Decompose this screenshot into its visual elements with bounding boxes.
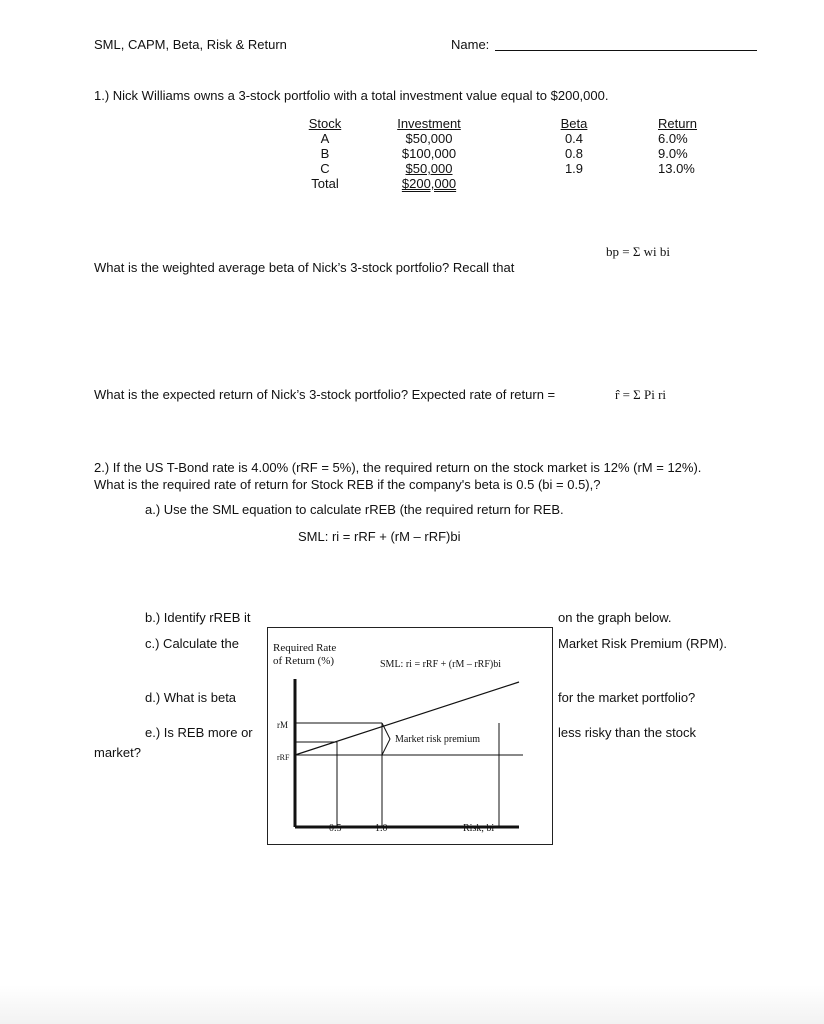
header-beta: Beta <box>560 116 588 131</box>
y-axis-label-line2: of Return (%) <box>273 655 335 667</box>
stock-cell: B <box>320 146 330 161</box>
x-tick-0.5: 0.5 <box>329 823 342 834</box>
q2d-right: for the market portfolio? <box>558 690 696 705</box>
return-formula: r̂ = Σ Pi ri <box>615 387 667 402</box>
return-cell: 6.0% <box>658 131 688 146</box>
market-risk-premium-label: Market risk premium <box>395 734 480 745</box>
beta-cell: 1.9 <box>564 161 584 176</box>
q2e-right: less risky than the stock <box>558 725 696 740</box>
y-axis-label-line1: Required Rate <box>273 642 337 654</box>
graph-sml-label: SML: ri = rRF + (rM – rRF)bi <box>380 659 502 670</box>
header-stock: Stock <box>308 116 342 131</box>
q2a-text: a.) Use the SML equation to calculate rREB (the required return for REB. <box>145 502 564 517</box>
header-return: Return <box>658 116 698 131</box>
investment-cell: $50,000 <box>405 161 453 176</box>
q1-prompt: 1.) Nick Williams owns a 3-stock portfolio with a total investment value equal to $200,000. <box>94 88 609 103</box>
table-row <box>296 131 758 146</box>
page-bottom-shade <box>0 985 824 1024</box>
return-question: What is the expected return of Nick’s 3-stock portfolio? Expected rate of return = <box>94 387 556 402</box>
q2-line1: 2.) If the US T-Bond rate is 4.00% (rRF = 5%), the required return on the stock market is 12% (rM = 12%). <box>94 460 702 475</box>
return-cell: 9.0% <box>658 146 688 161</box>
q2b-right: on the graph below. <box>558 610 672 625</box>
table-row <box>296 146 758 161</box>
table-row <box>296 161 758 176</box>
return-cell: 13.0% <box>658 161 695 176</box>
sml-equation: SML: ri = rRF + (rM – rRF)bi <box>298 529 461 544</box>
x-tick-1.0: 1.0 <box>375 823 388 834</box>
worksheet-title: SML, CAPM, Beta, Risk & Return <box>94 37 287 52</box>
rm-label: rM <box>277 720 288 730</box>
q2e-left: e.) Is REB more or <box>145 725 253 740</box>
total-value: $200,000 <box>401 176 457 191</box>
table-total-row <box>296 176 758 191</box>
sml-graph <box>267 627 553 845</box>
investment-cell: $100,000 <box>401 146 457 161</box>
investment-cell: $50,000 <box>405 131 453 146</box>
beta-question: What is the weighted average beta of Nick’s 3-stock portfolio? Recall that <box>94 260 515 275</box>
q2e-continued: market? <box>94 745 141 760</box>
stock-cell: A <box>320 131 330 146</box>
q2c-left: c.) Calculate the <box>145 636 239 651</box>
total-label: Total <box>311 176 339 191</box>
name-label: Name: <box>451 37 490 52</box>
name-field[interactable] <box>495 50 757 51</box>
rrf-label: rRF <box>277 753 290 762</box>
table-header-row <box>296 116 758 131</box>
stock-cell: C <box>320 161 330 176</box>
beta-cell: 0.4 <box>564 131 584 146</box>
q2c-right: Market Risk Premium (RPM). <box>558 636 728 651</box>
header-investment: Investment <box>397 116 461 131</box>
beta-formula: bp = Σ wi bi <box>606 244 671 259</box>
portfolio-table <box>296 116 758 191</box>
q2-line2: What is the required rate of return for Stock REB if the company's beta is 0.5 (bi = 0.5),? <box>94 477 601 492</box>
q2b-left: b.) Identify rREB it <box>145 610 251 625</box>
q2d-left: d.) What is beta <box>145 690 237 705</box>
beta-cell: 0.8 <box>564 146 584 161</box>
x-axis-label: Risk, bi <box>463 823 495 834</box>
